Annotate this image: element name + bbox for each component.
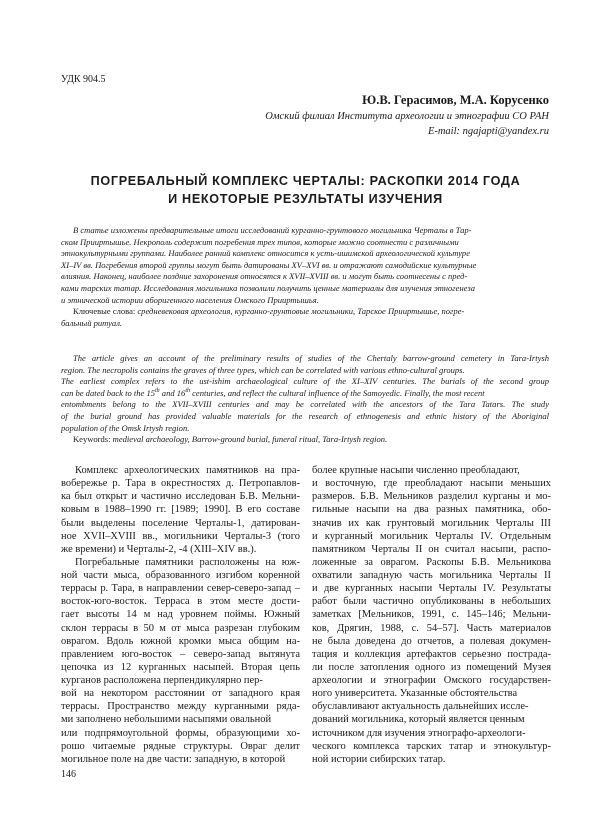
title-line: И НЕКОТОРЫЕ РЕЗУЛЬТАТЫ ИЗУЧЕНИЯ <box>168 192 443 206</box>
udc-code: УДК 904.5 <box>61 74 106 85</box>
abstract-ru-line: XI–IV вв. Погребения второй группы могут быть датированы XV–XVI вв. и отражают самодийские культурные <box>61 259 477 270</box>
keywords-ru <box>61 306 549 318</box>
body-line: террасы. Пространство между курганными ряда- <box>61 701 300 713</box>
abstract-en-line: entombments belong to the XVII–XVIII centuries and may be correlated with the ancestors of the Tara Tatars. The study <box>61 399 549 410</box>
abstract-ru-line: этнокультурными группами. Наиболее ранний комплекс относится к усть-ишимской археологической культуре <box>61 248 470 259</box>
page-number: 146 <box>61 769 76 780</box>
body-line: Погребальные памятники расположены на юж- <box>75 556 300 568</box>
title-line: ПОГРЕБАЛЬНЫЙ КОМПЛЕКС ЧЕРТАЛЫ: РАСКОПКИ 2014 ГОДА <box>90 174 521 188</box>
abstract-en <box>61 353 549 446</box>
body-line: гильные насыпи на два разных памятника, обо- <box>312 504 551 516</box>
body-line: были выделены поселение Черталы-1, датирован- <box>61 517 300 529</box>
abstract-ru-line: ками тарских татар. Исследования могильника позволили получить ценные материалы для изучения этногенеза <box>61 282 475 293</box>
body-line: значив их как грунтовый могильник Черталы III <box>312 517 551 529</box>
abstract-en-line: can be dated back to the 15th and 16th centuries, and reflect the cultural influence of the Samoyedic. Finally, the most recent <box>61 387 485 398</box>
body-line: склон террасы в 50 м от мыса разрезан глубоким <box>61 622 300 634</box>
body-line: и восточную, где преобладают насыпи меньших <box>312 478 551 490</box>
body-line: ли после затопления одного из помещений Музея <box>312 661 551 673</box>
abstract-en-line: The earliest complex refers to the ust-ishim archaeological culture of the XI–XIV centuries. The burials of the second group <box>61 376 549 387</box>
body-line: и две курганных насыпи Черталы IV. Результаты <box>312 583 551 595</box>
abstract-en-line: of the burial ground has provided valuable materials for the research of ethnogenesis and ethnic history of the Aboriginal <box>61 410 549 421</box>
body-line: ной части мыса, образованного изгибом коренной <box>61 570 300 581</box>
body-line: ложенные за оврагом. Раскопы Б.В. Мельникова <box>312 556 551 568</box>
body-line: памятником Черталы II он считал насыпи, распо- <box>312 543 551 555</box>
body-line: правлением юго-восток – северо-запад вытянута <box>61 648 300 660</box>
body-line: и курганный могильник Черталы IV. Отдельным <box>312 530 551 542</box>
abstract-en-line: The article gives an account of the preliminary results of studies of the Chertaly barrow-ground cemetery in Tara-Irtysh <box>73 353 549 363</box>
body-line: ми заполнено небольшими насыпями овальной <box>61 714 272 726</box>
keywords-en-value: medieval archaeology, Barrow-ground burial, funeral ritual, Tara-Irtysh region. <box>112 434 388 445</box>
body-line: археологии и этнографии Омского государствен- <box>312 675 551 686</box>
keywords-en <box>61 434 549 446</box>
keywords-en-label: Keywords: <box>73 434 111 445</box>
body-line: заметках [Мельников, 1991, с. 145–146; Мельни- <box>312 609 551 621</box>
body-line: размеров. Б.В. Мельников разделил курганы и мо- <box>312 491 551 503</box>
body-column-right <box>312 464 551 766</box>
abstract-ru-line: влияния. Наконец, наиболее поздние захоронения относятся к XVII–XVIII вв. и могут быть соотнесены с пред- <box>61 271 468 282</box>
body-line: ка был открыт и частично исследован Б.В. Мельни- <box>61 491 300 503</box>
abstract-ru-line: и этнической истории аборигенного населения Омского Прииртышья. <box>61 294 319 305</box>
body-line: охватили западную часть могильника Черталы II <box>312 570 551 581</box>
body-line: гает высоты 14 м над уровнем поймы. Южный <box>61 609 300 621</box>
body-line: рошо читаемые рядные структуры. Овраг делит <box>61 740 300 752</box>
body-line: обуславливают актуальность дальнейших иссле- <box>312 701 529 713</box>
abstract-en-line: region. The necropolis contains the graves of three types, which can be correlated with various ethno-cultural groups. <box>61 364 465 375</box>
keywords-ru-continuation: бальный ритуал. <box>61 317 123 328</box>
affiliation-line: Омский филиал Института археологии и этнографии СО РАН <box>265 111 549 122</box>
body-line: цепочка из 12 курганных насыпей. Вторая цепь <box>61 661 300 673</box>
body-line: ное XVII–XVIII вв., могильники Черталы-3 (того <box>61 530 300 542</box>
body-line: не была доведена до отчетов, а полевая докумен- <box>312 635 551 647</box>
body-line: вой на некотором расстоянии от западного края <box>61 688 300 700</box>
body-line: источником для изучения этнографо-археологи- <box>312 727 526 739</box>
author-email[interactable]: E-mail: ngajapti@yandex.ru <box>427 126 549 137</box>
body-line: же времени) и Черталы-2, -4 (XIII–XIV вв.). <box>61 543 257 555</box>
body-line: тация и коллекция артефактов серьезно пострада- <box>312 648 551 660</box>
body-line: ковым в 1988–1990 гг. [1989; 1990]. В его составе <box>61 504 300 516</box>
keywords-ru-label: Ключевые слова: <box>73 306 136 317</box>
body-line: дований могильника, который является ценным <box>312 714 525 726</box>
body-line: ной истории сибирских татар. <box>312 753 446 765</box>
abstract-en-line: population of the Omsk Irtysh region. <box>61 422 190 433</box>
abstract-ru-line: ском Прииртышье. Некрополь содержит погребения трех типов, которые можно соотнести с различными <box>61 236 459 247</box>
body-line: ков, Дрягин, 1988, с. 54–57]. Часть материалов <box>312 622 551 634</box>
abstract-ru-line: В статье изложены предварительные итоги исследований курганно-грунтового могильника Черталы в Тар- <box>73 225 472 235</box>
body-line: террасы р. Тара, в направлении север-северо-запад – <box>61 583 300 595</box>
body-line: Комплекс археологических памятников на пра- <box>75 465 300 476</box>
body-line: восток-юго-восток. Терраса в этом месте дости- <box>61 596 300 608</box>
body-line: вобережье р. Тара в окрестностях д. Петропавлов- <box>61 478 300 490</box>
body-line: более крупные насыпи численно преобладают, <box>312 465 520 476</box>
body-line: могильное поле на две части: западную, в которой <box>61 753 286 765</box>
body-line: ного университета. Указанные обстоятельства <box>312 688 518 700</box>
authors: Ю.В. Герасимов, М.А. Корусенко <box>362 93 549 107</box>
body-line: работ были частично опубликованы в небольших <box>312 596 551 608</box>
body-column-left <box>61 464 300 766</box>
affiliation <box>265 109 549 139</box>
keywords-ru-value: средневековая археология, курганно-грунтовые могильники, Тарское Прииртышье, погре- <box>137 306 465 317</box>
article-title <box>40 172 571 208</box>
body-line: или подпрямоугольной формы, образующими хо- <box>61 727 300 739</box>
body-line: оврагом. Вдоль южной кромки мыса общим на- <box>61 635 300 647</box>
abstract-ru <box>61 225 549 329</box>
body-line: ческого комплекса тарских татар и этнокультур- <box>312 740 551 752</box>
body-line: курганов расположена перпендикулярно пер- <box>61 675 263 686</box>
